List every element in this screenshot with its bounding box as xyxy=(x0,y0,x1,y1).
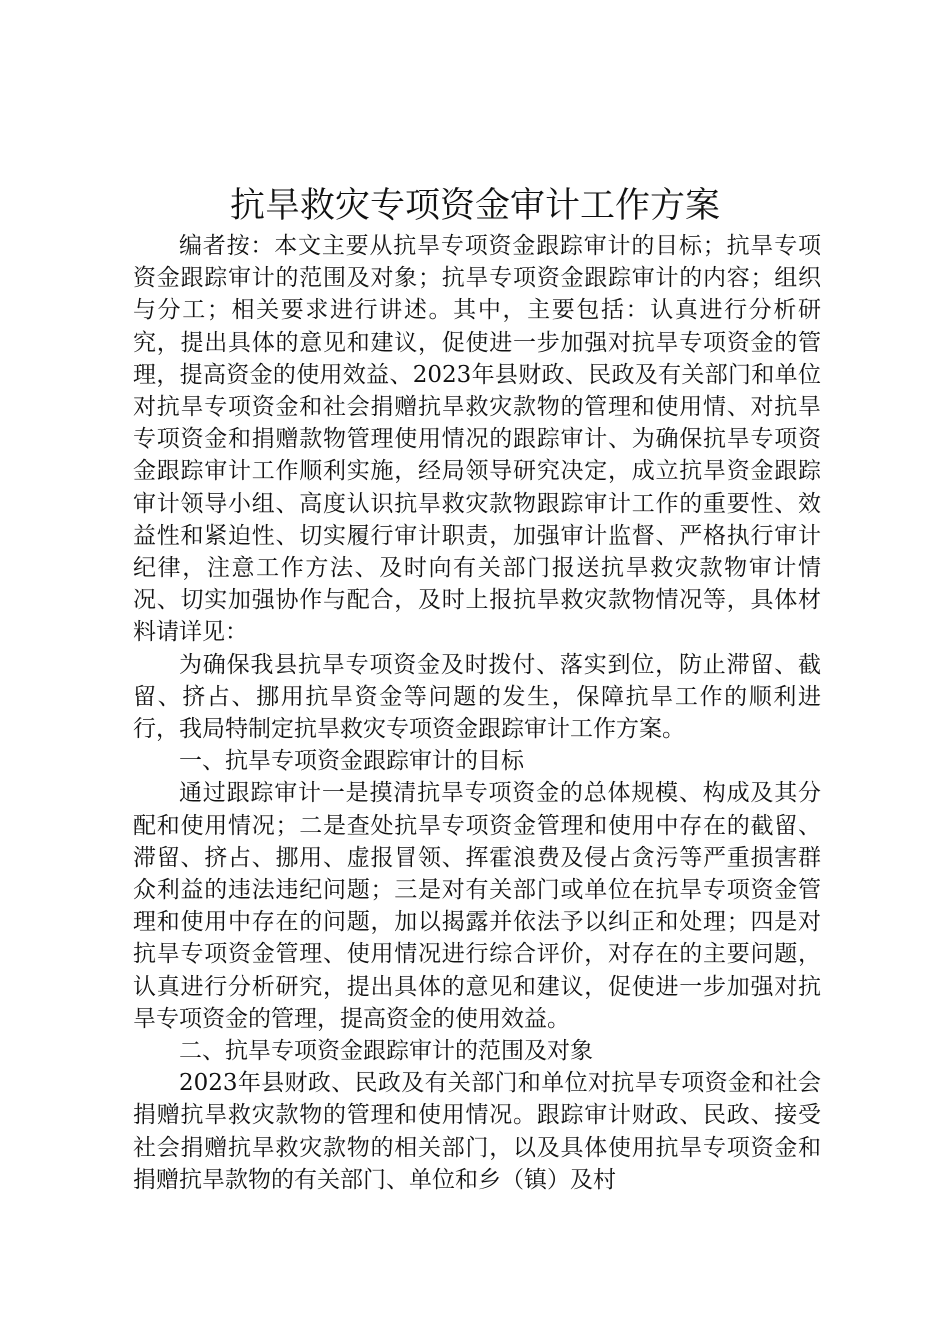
section-heading-goal: 一、抗旱专项资金跟踪审计的目标 xyxy=(179,748,524,775)
section-heading-scope: 二、抗旱专项资金跟踪审计的范围及对象 xyxy=(179,1038,593,1065)
intro-paragraph: 为确保我县抗旱专项资金及时拨付、落实到位，防止滞留、截留、挤占、挪用抗旱资金等问题的发生，保障抗旱工作的顺利进行，我局特制定抗旱救灾专项资金跟踪审计工作方案。 xyxy=(133,651,821,743)
document-body xyxy=(133,230,821,1196)
goal-paragraph: 通过跟踪审计一是摸清抗旱专项资金的总体规模、构成及其分配和使用情况；二是查处抗旱专项资金管理和使用中存在的截留、滞留、挤占、挪用、虚报冒领、挥霍浪费及侵占贪污等严重损害群众利益的违法违纪问题；三是对有关部门或单位在抗旱专项资金管理和使用中存在的问题，加以揭露并依法予以纠正和处理；四是对抗旱专项资金管理、使用情况进行综合评价，对存在的主要问题，认真进行分析研究，提出具体的意见和建议，促使进一步加强对抗旱专项资金的管理，提高资金的使用效益。 xyxy=(133,780,821,1032)
editor-note-paragraph: 编者按：本文主要从抗旱专项资金跟踪审计的目标；抗旱专项资金跟踪审计的范围及对象；抗旱专项资金跟踪审计的内容；组织与分工；相关要求进行讲述。其中，主要包括：认真进行分析研究，提出具体的意见和建议，促使进一步加强对抗旱专项资金的管理，提高资金的使用效益、2023年县财政、民政及有关部门和单位对抗旱专项资金和社会捐赠抗旱救灾款物的管理和使用情、对抗旱专项资金和捐赠款物管理使用情况的跟踪审计、为确保抗旱专项资金跟踪审计工作顺利实施，经局领导研究决定，成立抗旱资金跟踪审计领导小组、高度认识抗旱救灾款物跟踪审计工作的重要性、效益性和紧迫性、切实履行审计职责，加强审计监督、严格执行审计纪律，注意工作方法、及时向有关部门报送抗旱救灾款物审计情况、切实加强协作与配合，及时上报抗旱救灾款物情况等，具体材料请详见： xyxy=(133,233,821,646)
document-title: 抗旱救灾专项资金审计工作方案 xyxy=(229,186,720,226)
scope-paragraph: 2023年县财政、民政及有关部门和单位对抗旱专项资金和社会捐赠抗旱救灾款物的管理和使用情况。跟踪审计财政、民政、接受社会捐赠抗旱救灾款物的相关部门，以及具体使用抗旱专项资金和捐赠抗旱款物的有关部门、单位和乡（镇）及村 xyxy=(133,1070,821,1193)
